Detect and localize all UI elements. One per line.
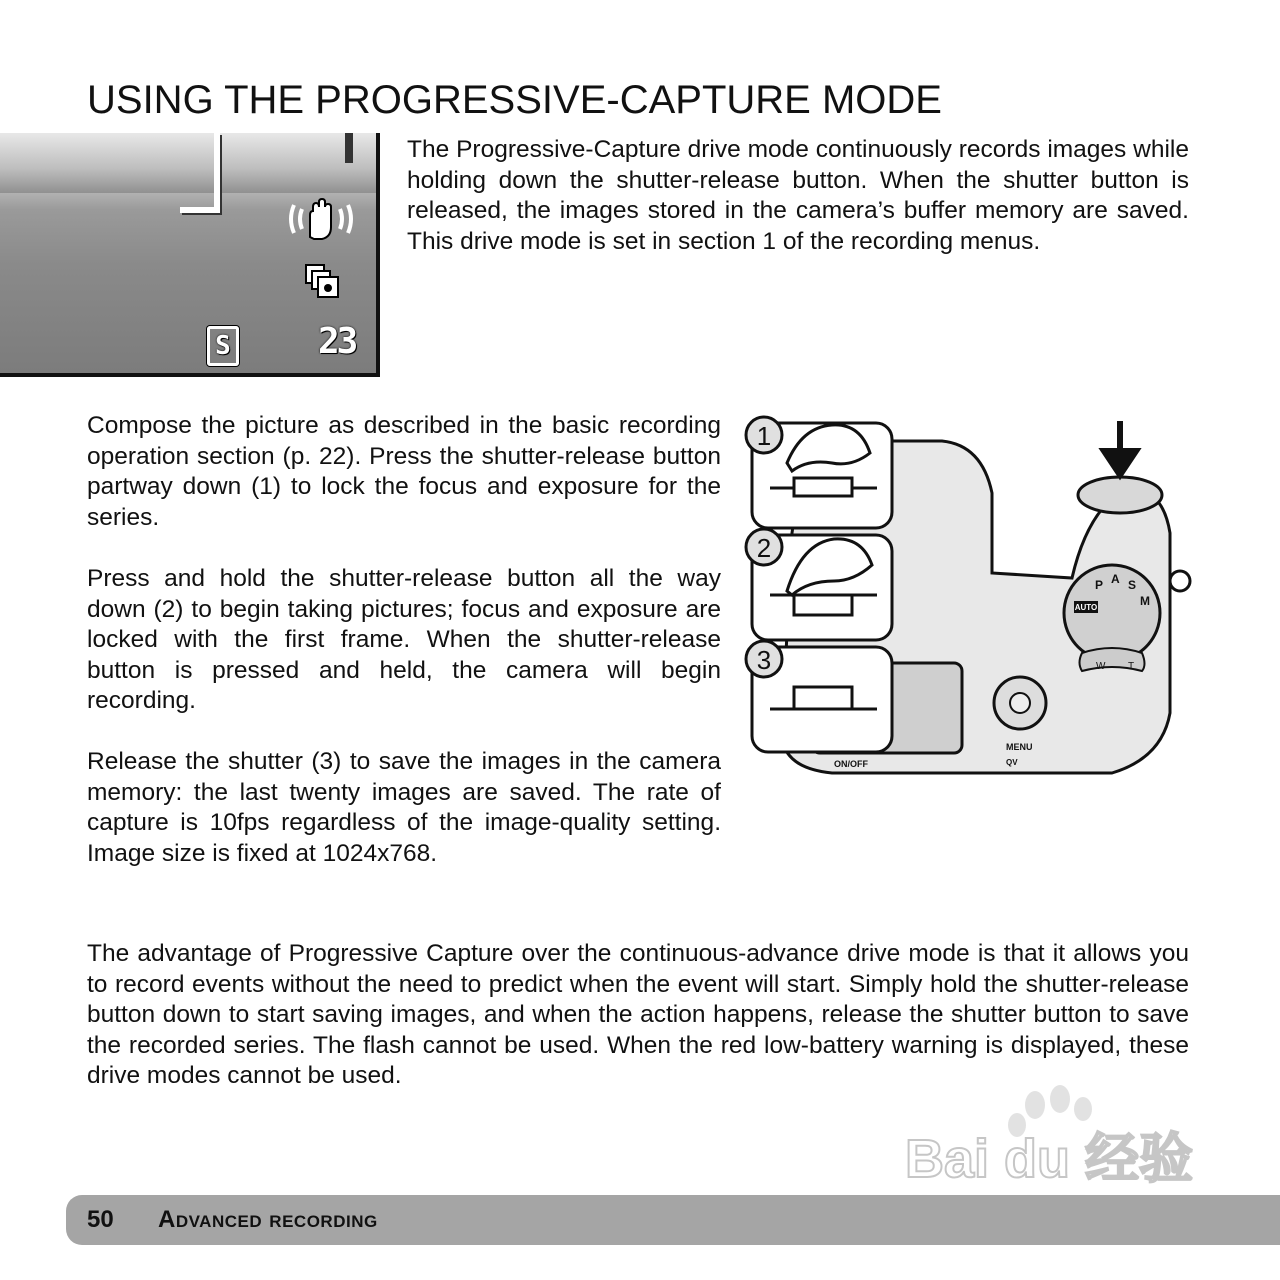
lcd-preview-image <box>0 133 380 377</box>
shutter-housing <box>1078 477 1162 513</box>
dial-label-auto: AUTO <box>1074 603 1098 612</box>
watermark-brand: Bai du 经验 <box>905 1129 1194 1189</box>
exposure-mode-indicator: S <box>207 326 239 366</box>
dial-label-s: S <box>1128 578 1137 592</box>
advantage-paragraph: The advantage of Progressive Capture over the continuous-advance drive mode is that it allows you to record events without the need to predict when the event will start. Simply hold the shutter-release button down to start saving images, and when the action happens, release the shutter button to save the recorded series. The flash cannot be used. When the red low-battery warning is displayed, these drive modes cannot be used. <box>87 940 1189 1089</box>
dial-label-a: A <box>1111 572 1120 586</box>
step-1-number: 1 <box>756 421 772 451</box>
intro-paragraph: The Progressive-Capture drive mode continuously records images while holding down the shutter-release button. When the shutter button is released, the images stored in the camera’s buffer memory are saved. This drive mode is set in section 1 of the recording menus. <box>407 136 1189 255</box>
press-paragraph: Press and hold the shutter-release button all the way down (2) to begin taking pictures; focus and exposure are locked with the first frame. When the shutter-release button is pressed and held, the camera will begin recording. <box>87 565 721 714</box>
button-label-qv: QV <box>1006 758 1018 767</box>
dial-label-m: M <box>1140 594 1150 608</box>
compose-paragraph: Compose the picture as described in the basic recording operation section (p. 22). Press the shutter-release button partway down (1) to lock the focus and exposure for the series. <box>87 412 721 531</box>
zoom-label-w: W <box>1096 661 1106 672</box>
frame-counter: 23 <box>318 321 356 362</box>
progressive-capture-drive-icon <box>304 263 340 306</box>
page-number: 50 <box>87 1206 114 1233</box>
release-paragraph: Release the shutter (3) to save the images in the camera memory: the last twenty images are saved. The rate of capture is 10fps regardless of the image-quality setting. Image size is fixed at 1024x768. <box>87 748 721 867</box>
section-title: Advanced recording <box>158 1206 378 1233</box>
controller-center <box>1010 693 1030 713</box>
anti-shake-icon <box>286 197 356 250</box>
step-2-number: 2 <box>756 533 772 563</box>
strap-lug <box>1170 571 1190 591</box>
camera-shutter-illustration <box>742 413 1202 793</box>
button-label-menu: MENU <box>1006 742 1033 752</box>
zoom-label-t: T <box>1128 661 1135 672</box>
step-3-number: 3 <box>756 645 772 675</box>
page-title: USING THE PROGRESSIVE-CAPTURE MODE <box>87 78 942 122</box>
lcd-dark-post <box>345 133 353 163</box>
focus-frame-bracket <box>180 133 220 213</box>
press-down-arrow-icon <box>1104 421 1136 475</box>
dial-label-p: P <box>1095 578 1104 592</box>
button-label-on-off: ON/OFF <box>834 759 868 769</box>
zoom-lever <box>1080 648 1145 671</box>
